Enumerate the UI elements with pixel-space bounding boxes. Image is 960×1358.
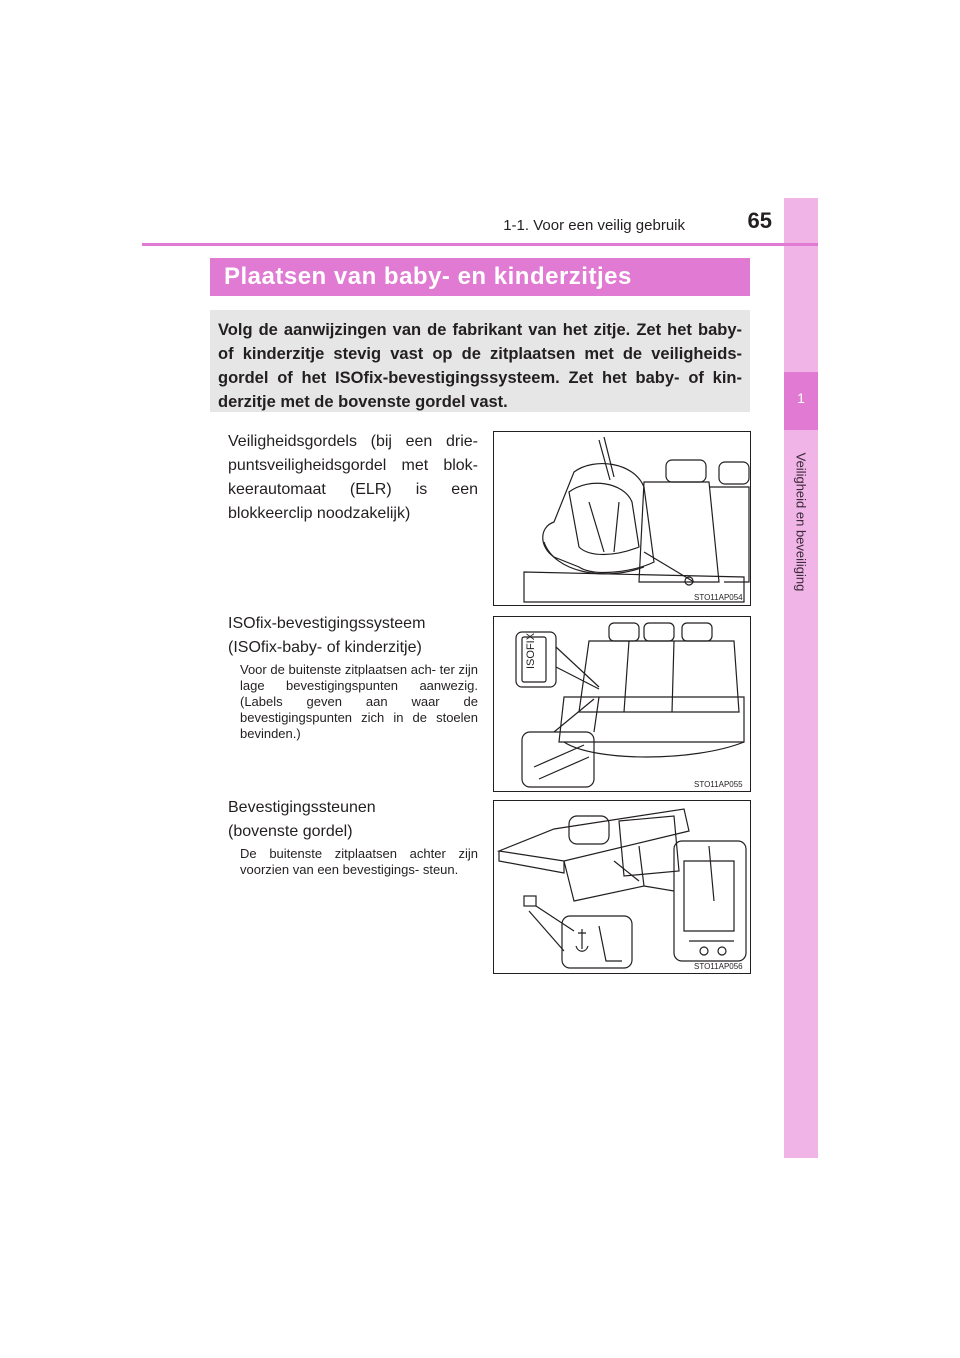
page-number: 65 [747,208,772,233]
isofix-label: ISOFIX [525,632,537,669]
figure-code: STO11AP055 [694,780,743,789]
item-seatbelt-heading: Veiligheidsgordels (bij een drie- puntsveiligheidsgordel met blok- keerautomaat (ELR) is een blokkeerclip noodzakelijk) [228,433,478,522]
top-tether-illustration [494,801,750,973]
item-anchor-description: De buitenste zitplaatsen achter zijn voorzien van een bevestigings- steun. [240,846,478,877]
figure-isofix [493,616,751,792]
isofix-illustration [494,617,750,791]
intro-text: Volg de aanwijzingen van de fabrikant van het zitje. Zet het baby- of kinderzitje stevig vast op de zitplaatsen met de veiligheids- gordel of het ISOfix-bevestigingssysteem. Zet het baby- of kin- derzitje met de bovenste gordel vast. [218,321,742,411]
section-title: Plaatsen van baby- en kinderzitjes [224,263,632,290]
item-anchor-heading-1: Bevestigingssteunen [228,799,376,816]
section-title-bar [210,258,750,296]
chapter-title: Veiligheid en beveiliging [793,452,809,592]
chapter-tab [784,198,818,1158]
item-anchor-heading-2: (bovenste gordel) [228,823,353,840]
header-rule [142,243,818,246]
item-isofix-heading-1: ISOfix-bevestigingssysteem [228,615,426,632]
figure-code: STO11AP056 [694,962,743,971]
figure-seatbelt-child-seat [493,431,751,606]
item-isofix-description: Voor de buitenste zitplaatsen ach- ter zijn lage bevestigingspunten aanwezig. (Labels geven aan waar de bevestigingspunten zich in de stoelen bevinden.) [240,662,478,741]
item-isofix-heading-2: (ISOfix-baby- of kinderzitje) [228,639,422,656]
child-seat-illustration [494,432,750,605]
intro-box [210,310,750,412]
section-reference: 1-1. Voor een veilig gebruik [503,217,685,234]
figure-top-tether [493,800,751,974]
figure-code: STO11AP054 [694,593,743,602]
chapter-number: 1 [797,390,805,406]
